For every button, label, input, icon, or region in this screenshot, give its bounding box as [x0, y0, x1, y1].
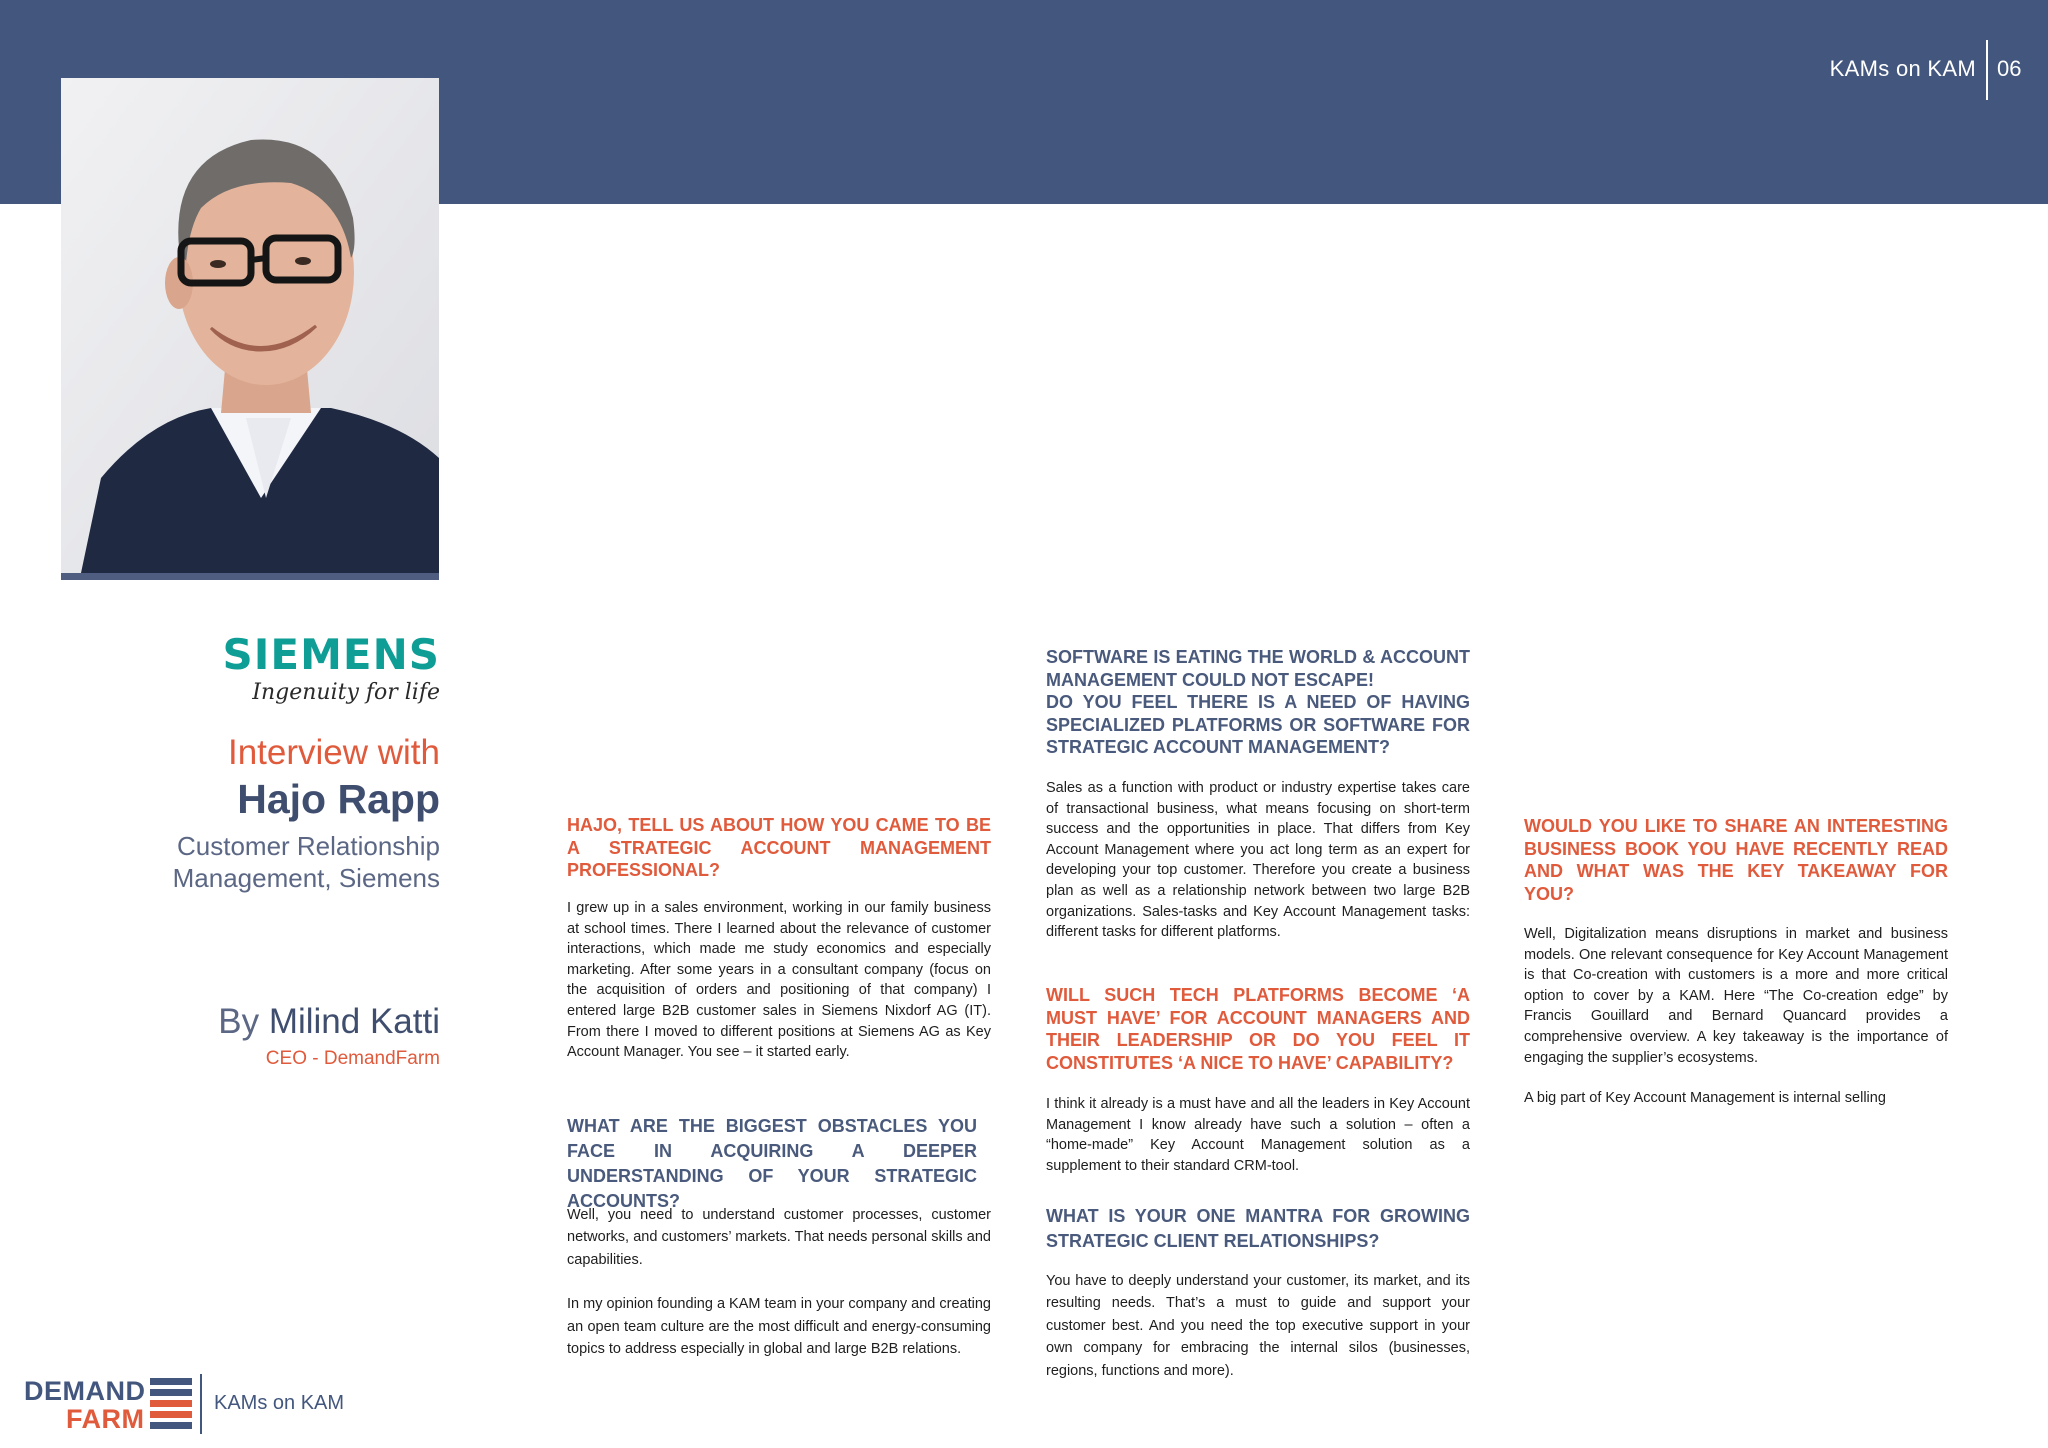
siemens-tagline: Ingenuity for life	[252, 680, 440, 705]
column-2-question-1	[1046, 646, 1470, 759]
column-2-question-3	[1046, 1204, 1470, 1254]
byline	[100, 1002, 440, 1042]
siemens-logo: SIEMENS	[222, 630, 440, 679]
question-heading: WILL SUCH TECH PLATFORMS BECOME ‘A MUST HAVE’ FOR ACCOUNT MANAGERS AND THEIR LEADERSHIP OR DO YOU FEEL IT CONSTITUTES ‘A NICE TO HAVE’ CAPABILITY?	[1046, 985, 1470, 1073]
answer-paragraph: I grew up in a sales environment, working in our family business at school times. There I learned about the relevance of customer interactions, which made me study economics and especially marketing. After some years in a consultant company (focus on the acquisition of orders and positioning of that company) I entered large B2B customer sales in Siemens Nixdorf AG (IT). From there I moved to different positions at Siemens AG as Key Account Manager. You see – it started early.	[567, 900, 991, 1061]
footer-logo-demand: DEMAND	[24, 1376, 146, 1406]
role-line-2: Management, Siemens	[172, 863, 440, 893]
interview-with-label: Interview with	[227, 733, 440, 772]
column-3-answer-1	[1524, 924, 1948, 1109]
question-heading: WHAT IS YOUR ONE MANTRA FOR GROWING STRATEGIC CLIENT RELATIONSHIPS?	[1046, 1206, 1470, 1251]
demandfarm-stripes-icon	[150, 1378, 192, 1430]
answer-paragraph: Sales as a function with product or industry expertise takes care of transactional business, what means focusing on short-term success and the opportunities in place. That differs from Key Account Management where you act long term as an expert for developing your top customer. Therefore you create a business plan as well as a relationship network between two large B2B organizations. Sales-tasks and Key Account Management tasks: different tasks for different platforms.	[1046, 780, 1470, 941]
question-heading: HAJO, TELL US ABOUT HOW YOU CAME TO BE A STRATEGIC ACCOUNT MANAGEMENT PROFESSIONAL?	[567, 815, 991, 881]
column-1-answer-2	[567, 1204, 991, 1360]
portrait-photo	[61, 78, 439, 580]
question-heading: WOULD YOU LIKE TO SHARE AN INTERESTING BUSINESS BOOK YOU HAVE RECENTLY READ AND WHAT WAS THE KEY TAKEAWAY FOR YOU?	[1524, 816, 1948, 904]
question-heading: SOFTWARE IS EATING THE WORLD & ACCOUNT MANAGEMENT COULD NOT ESCAPE!	[1046, 647, 1470, 690]
answer-paragraph: Well, you need to understand customer processes, customer networks, and customers’ markets. That needs personal skills and capabilities.	[567, 1207, 991, 1268]
column-2-question-2	[1046, 984, 1470, 1074]
column-1-question-2	[567, 1114, 977, 1214]
interviewee-role	[100, 830, 440, 894]
column-1	[567, 814, 991, 882]
answer-paragraph: Well, Digitalization means disruptions in market and business models. One relevant consequence for Key Account Management is that Co-creation with customers is a more and more critical option to cover by a KAM. Here “The Co-creation edge” by Francis Gouillard and Bernard Quancard provides a comprehensive overview. A key takeaway is the importance of engaging the supplier’s ecosystems.	[1524, 926, 1948, 1066]
question-heading: WHAT ARE THE BIGGEST OBSTACLES YOU FACE IN ACQUIRING A DEEPER UNDERSTANDING OF YOUR STRATEGIC ACCOUNTS?	[567, 1116, 977, 1211]
column-3-question-1	[1524, 815, 1948, 905]
answer-paragraph: I think it already is a must have and all the leaders in Key Account Management I know already have such a solution – often a “home-made” Key Account Management solution as a supplement to their standard CRM-tool.	[1046, 1096, 1470, 1174]
author-role: CEO - DemandFarm	[265, 1048, 440, 1069]
header-title: KAMs on KAM	[1829, 56, 1976, 81]
column-2-answer-1	[1046, 778, 1470, 943]
question-heading: DO YOU FEEL THERE IS A NEED OF HAVING SPECIALIZED PLATFORMS OR SOFTWARE FOR STRATEGIC ACCOUNT MANAGEMENT?	[1046, 692, 1470, 758]
column-1-answer-1	[567, 898, 991, 1063]
role-line-1: Customer Relationship	[176, 831, 440, 861]
answer-paragraph: A big part of Key Account Management is internal selling	[1524, 1090, 1886, 1107]
byline-by: By	[218, 1002, 260, 1041]
column-2-answer-3	[1046, 1270, 1470, 1382]
page-number: 06	[1997, 56, 2022, 81]
portrait-illustration	[61, 78, 439, 573]
column-2-answer-2	[1046, 1094, 1470, 1176]
interviewee-name: Hajo Rapp	[237, 776, 440, 822]
header-divider	[1986, 40, 1988, 100]
footer-text: KAMs on KAM	[214, 1392, 345, 1414]
author-name: Milind Katti	[268, 1002, 440, 1041]
footer-logo-farm: FARM	[66, 1404, 145, 1434]
answer-paragraph: You have to deeply understand your customer, its market, and its resulting needs. That’s a must to guide and support your customer best. And you need the top executive support in your own company for embracing the internal silos (businesses, regions, functions and more).	[1046, 1273, 1470, 1379]
answer-paragraph: In my opinion founding a KAM team in your company and creating an open team culture are the most difficult and energy-consuming topics to address especially in global and large B2B relations.	[567, 1296, 991, 1358]
footer-divider	[200, 1374, 202, 1434]
